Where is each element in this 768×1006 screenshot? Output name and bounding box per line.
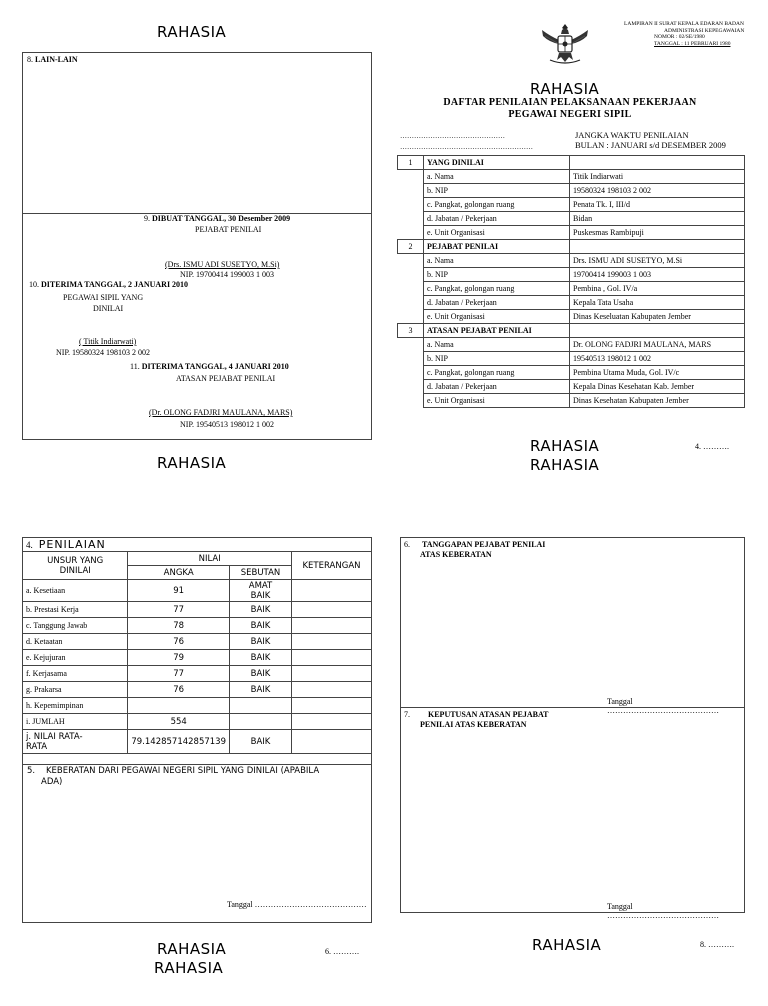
identity-section-number [398,352,424,366]
identity-section-number [398,282,424,296]
identity-label: a. Nama [424,338,570,352]
identity-section-number [398,198,424,212]
keterangan-cell [292,602,372,618]
identity-field-row [398,184,745,198]
nilai-angka: 76 [128,634,230,650]
unsur-label: a. Kesetiaan [23,580,128,602]
identity-value: 19540513 198012 1 002 [570,352,745,366]
identity-section-number: 3 [398,324,424,338]
identity-value [570,156,745,170]
identity-label: PEJABAT PENILAI [424,240,570,254]
nilai-angka: 78 [128,618,230,634]
header-angka: ANGKA [128,566,230,580]
identity-section-number [398,254,424,268]
identity-label: c. Pangkat, golongan ruang [424,282,570,296]
penilaian-row [23,650,372,666]
section-10-title: 10. DITERIMA TANGGAL, 2 JANUARI 2010 [29,280,189,289]
jangka-waktu: JANGKA WAKTU PENILAIAN [575,130,689,140]
identity-value [570,324,745,338]
unsur-label: b. Prestasi Kerja [23,602,128,618]
identity-value: Dr. OLONG FADJRI MAULANA, MARS [570,338,745,352]
identity-section-number [398,226,424,240]
section-7-title: 7. KEPUTUSAN ATASAN PEJABAT PENILAI ATAS KEBERATAN [404,710,549,729]
page3-form [22,537,372,923]
pejabat-penilai-role: PEJABAT PENILAI [195,225,262,234]
nilai-sebutan: BAIK [230,602,292,618]
keterangan-cell [292,580,372,602]
identity-field-row [398,338,745,352]
rahasia-header: RAHASIA [157,23,227,41]
identity-field-row [398,226,745,240]
rahasia-header-2: RAHASIA [530,80,600,98]
identity-value: Kepala Dinas Kesehatan Kab. Jember [570,380,745,394]
identity-section-number [398,268,424,282]
unsur-label: c. Tanggung Jawab [23,618,128,634]
identity-label: a. Nama [424,170,570,184]
page-number-8: 8. ………. [700,940,734,949]
nilai-sebutan [230,714,292,730]
identity-value: Penata Tk. I, III/d [570,198,745,212]
penilaian-title: PENILAIAN [36,538,372,552]
nilai-rata-sebutan: BAIK [230,730,292,754]
pegawai-role-2: DINILAI [93,304,124,313]
identity-section-number [398,296,424,310]
nilai-angka: 554 [128,714,230,730]
pejabat-penilai-nip: NIP. 19700414 199003 1 003 [180,270,275,279]
section-5-divider [23,764,371,765]
identity-label: c. Pangkat, golongan ruang [424,366,570,380]
identity-value: Kepala Tata Usaha [570,296,745,310]
identity-label: e. Unit Organisasi [424,394,570,408]
identity-section-row [398,324,745,338]
identity-value: Pembina , Gol. IV/a [570,282,745,296]
identity-label: YANG DINILAI [424,156,570,170]
penilaian-row [23,618,372,634]
identity-field-row [398,198,745,212]
penilaian-rata-row [23,730,372,754]
page4-form [400,537,745,920]
penilaian-row [23,666,372,682]
keterangan-cell [292,682,372,698]
unsur-label: i. JUMLAH [23,714,128,730]
identity-section-row [398,156,745,170]
section-6-title: 6. TANGGAPAN PEJABAT PENILAI ATAS KEBERATAN [404,540,546,559]
identity-field-row [398,296,745,310]
identity-field-row [398,310,745,324]
keterangan-cell [292,730,372,754]
header-keterangan: KETERANGAN [292,552,372,580]
nilai-angka: 76 [128,682,230,698]
penilaian-row [23,602,372,618]
identity-label: a. Nama [424,254,570,268]
identity-table [397,155,745,408]
page-number-6: 6. ………. [325,947,359,956]
identity-value [570,240,745,254]
garuda-emblem-icon [540,20,590,66]
unsur-label: d. Ketaatan [23,634,128,650]
form-title: DAFTAR PENILAIAN PELAKSANAAN PEKERJAAN [443,97,697,108]
rahasia-footer-4: RAHASIA [532,936,602,954]
keterangan-cell [292,650,372,666]
penilaian-row [23,714,372,730]
keterangan-cell [292,698,372,714]
nilai-angka: 91 [128,580,230,602]
identity-section-number [398,380,424,394]
keterangan-cell [292,714,372,730]
lampiran-block: LAMPIRAN II SURAT KEPALA EDARAN BADAN ADMINISTRASI KEPEGAWAIAN NOMOR : 02/SE/1980 TANGGAL : 11 PEBRUARI 1980 [624,21,745,47]
identity-field-row [398,254,745,268]
section-5-title: 5. KEBERATAN DARI PEGAWAI NEGERI SIPIL YANG DINILAI (APABILA ADA) [27,766,320,787]
nilai-rata-label: j. NILAI RATA- RATA [23,730,128,754]
nilai-sebutan: BAIK [230,682,292,698]
penilaian-row [23,580,372,602]
section-9-title: 9. DIBUAT TANGGAL, 30 Desember 2009 [144,214,291,223]
identity-field-row [398,366,745,380]
pegawai-name: ( Titik Indiarwati) [79,337,137,346]
section-8-label: 8. LAIN-LAIN [27,55,78,64]
identity-section-number [398,366,424,380]
identity-field-row [398,212,745,226]
pegawai-role-1: PEGAWAI SIPIL YANG [63,293,144,302]
identity-section-number [398,310,424,324]
atasan-role: ATASAN PEJABAT PENILAI [176,374,276,383]
identity-label: d. Jabatan / Pekerjaan [424,212,570,226]
nilai-angka: 79 [128,650,230,666]
identity-label: e. Unit Organisasi [424,310,570,324]
identity-field-row [398,282,745,296]
form-subtitle: PEGAWAI NEGERI SIPIL [508,109,632,120]
nilai-sebutan: BAIK [230,634,292,650]
atasan-name: (Dr. OLONG FADJRI MAULANA, MARS) [149,408,293,417]
identity-field-row [398,380,745,394]
identity-label: b. NIP [424,352,570,366]
rahasia-footer-2a: RAHASIA [530,437,600,455]
dots-line-1: ……………………………………… [400,132,505,140]
penilaian-num: 4. [23,538,36,552]
identity-field-row [398,170,745,184]
identity-field-row [398,268,745,282]
section-6-tanggal: Tanggal …………………………………… [607,697,719,715]
bulan-periode: BULAN : JANUARI s/d DESEMBER 2009 [575,140,726,150]
identity-value: Titik Indiarwati [570,170,745,184]
nilai-rata-angka: 79.142857142857139 [128,730,230,754]
identity-value: Pembina Utama Muda, Gol. IV/c [570,366,745,380]
nilai-sebutan: BAIK [230,666,292,682]
section-11-title: 11. DITERIMA TANGGAL, 4 JANUARI 2010 [130,362,289,371]
identity-label: ATASAN PEJABAT PENILAI [424,324,570,338]
identity-section-number: 2 [398,240,424,254]
unsur-label: g. Prakarsa [23,682,128,698]
unsur-label: h. Kepemimpinan [23,698,128,714]
identity-value: Drs. ISMU ADI SUSETYO, M.Si [570,254,745,268]
keterangan-cell [292,618,372,634]
identity-value: Dinas Keseluatan Kabupaten Jember [570,310,745,324]
pegawai-nip: NIP. 19580324 198103 2 002 [56,348,151,357]
rahasia-footer-3a: RAHASIA [157,940,227,958]
identity-label: b. NIP [424,184,570,198]
identity-value: 19580324 198103 2 002 [570,184,745,198]
identity-section-number [398,338,424,352]
unsur-label: e. Kejujuran [23,650,128,666]
penilaian-row [23,634,372,650]
dots-line-2: ………………………………………………… [400,143,533,151]
nilai-angka [128,698,230,714]
unsur-label: f. Kerjasama [23,666,128,682]
identity-section-number: 1 [398,156,424,170]
page1-form [22,52,372,440]
identity-label: c. Pangkat, golongan ruang [424,198,570,212]
penilaian-row [23,698,372,714]
identity-section-row [398,240,745,254]
identity-value: Dinas Kesehatan Kabupaten Jember [570,394,745,408]
header-unsur: UNSUR YANG DINILAI [23,552,128,580]
identity-field-row [398,394,745,408]
pejabat-penilai-name: (Drs. ISMU ADI SUSETYO, M.Si) [165,260,280,269]
nilai-sebutan: AMAT BAIK [230,580,292,602]
section-5-tanggal: Tanggal …………………………………… [227,900,367,909]
identity-section-number [398,394,424,408]
nilai-angka: 77 [128,666,230,682]
section-7-tanggal: Tanggal …………………………………… [607,902,719,920]
atasan-nip: NIP. 19540513 198012 1 002 [180,420,275,429]
penilaian-row [23,682,372,698]
rahasia-footer-2b: RAHASIA [530,456,600,474]
keterangan-cell [292,634,372,650]
page-number-4: 4. ………. [695,442,729,451]
header-nilai: NILAI [128,552,292,566]
rahasia-footer: RAHASIA [157,454,227,472]
identity-section-number [398,184,424,198]
identity-section-number [398,170,424,184]
identity-section-number [398,212,424,226]
penilaian-table [22,537,372,754]
identity-label: b. NIP [424,268,570,282]
identity-label: d. Jabatan / Pekerjaan [424,296,570,310]
section-7-divider [401,707,744,708]
nilai-angka: 77 [128,602,230,618]
identity-label: d. Jabatan / Pekerjaan [424,380,570,394]
nilai-sebutan: BAIK [230,650,292,666]
nilai-sebutan: BAIK [230,618,292,634]
identity-value: Bidan [570,212,745,226]
identity-label: e. Unit Organisasi [424,226,570,240]
identity-value: 19700414 199003 1 003 [570,268,745,282]
nilai-sebutan [230,698,292,714]
identity-field-row [398,352,745,366]
keterangan-cell [292,666,372,682]
identity-value: Puskesmas Rambipuji [570,226,745,240]
rahasia-footer-3b: RAHASIA [154,959,224,977]
header-sebutan: SEBUTAN [230,566,292,580]
